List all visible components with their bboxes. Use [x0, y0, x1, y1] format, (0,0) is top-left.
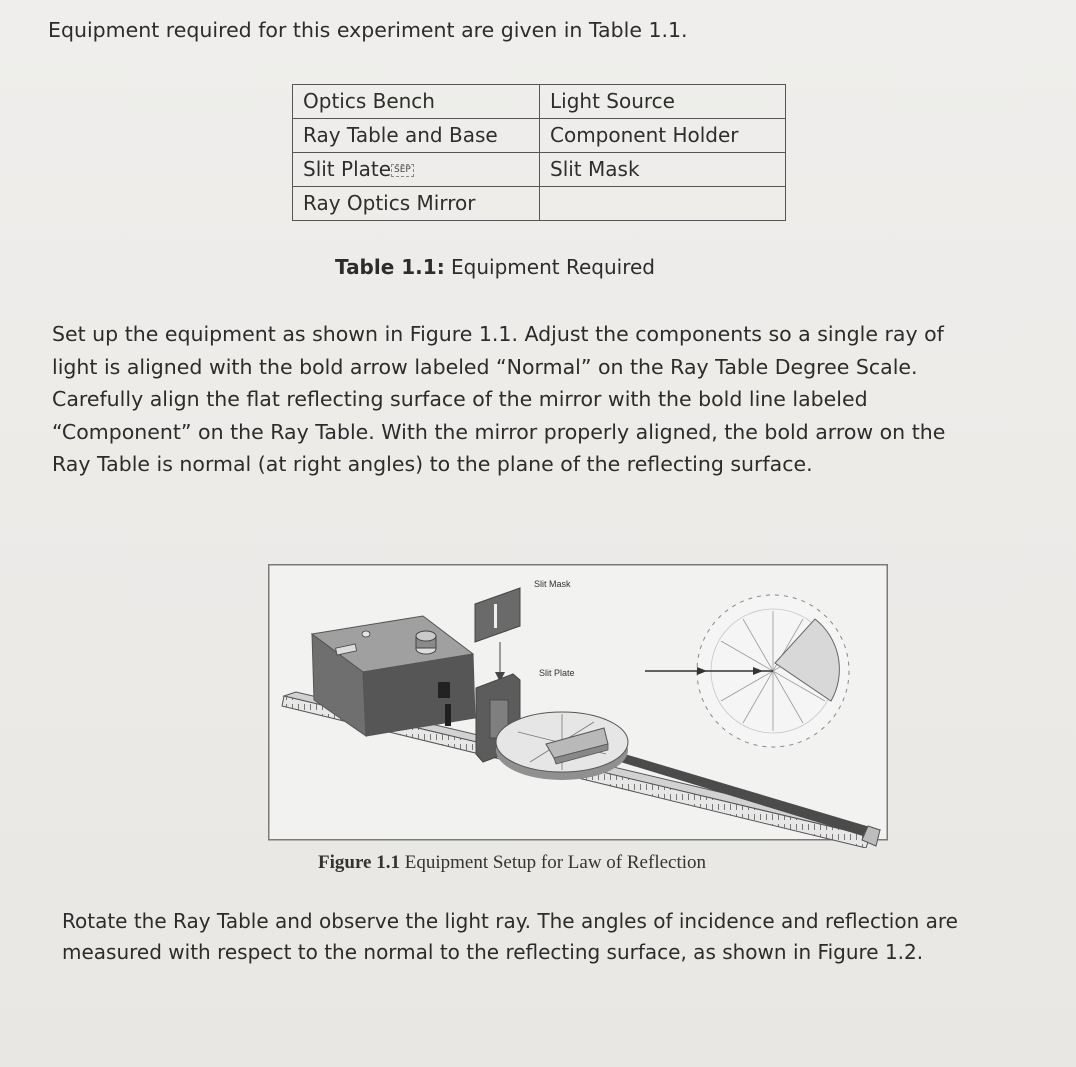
observation-paragraph: Rotate the Ray Table and observe the light ray. The angles of incidence and reflection are measured with respect to the normal to the reflecting surface, as shown in Figure 1.2.: [62, 909, 958, 964]
equipment-table: [292, 84, 786, 221]
table-cell: [540, 187, 786, 221]
table-row: [293, 187, 786, 221]
figure-caption-text: Equipment Setup for Law of Reflection: [399, 852, 707, 873]
intro-text: Equipment required for this experiment are given in Table 1.1.: [48, 18, 688, 42]
slit-plate-label: Slit Plate: [539, 668, 575, 678]
setup-paragraph: Set up the equipment as shown in Figure 1.1. Adjust the components so a single ray of light is aligned with the bold arrow labeled “Normal” on the Ray Table Degree Scale. Carefully align the flat reflecting surface of the mirror with the bold line labeled “Component” on the Ray Table. With the mirror properly aligned, the bold arrow on the Ray Table is normal (at right angles) to the plane of the reflecting surface.: [52, 322, 946, 476]
table-cell: Slit Mask: [540, 153, 786, 187]
figure-caption-label: Figure 1.1: [318, 852, 400, 873]
slit-mask-label: Slit Mask: [534, 579, 571, 589]
cell-text: Slit Plate: [303, 157, 392, 181]
table-caption: [335, 255, 655, 279]
table-row: [293, 153, 786, 187]
table-cell: [293, 153, 540, 187]
table-caption-label: Table 1.1:: [335, 255, 445, 279]
table-row: [293, 85, 786, 119]
sep-marker: SEP: [391, 164, 414, 177]
table-row: [293, 119, 786, 153]
table-caption-text: Equipment Required: [444, 255, 655, 279]
table-cell: Component Holder: [540, 119, 786, 153]
table-cell: Light Source: [540, 85, 786, 119]
table-cell: Ray Optics Mirror: [293, 187, 540, 221]
table-cell: Optics Bench: [293, 85, 540, 119]
ray-table-icon: [496, 712, 628, 780]
table-cell: Ray Table and Base: [293, 119, 540, 153]
figure-caption: [318, 852, 706, 874]
equipment-setup-figure: [268, 564, 888, 848]
